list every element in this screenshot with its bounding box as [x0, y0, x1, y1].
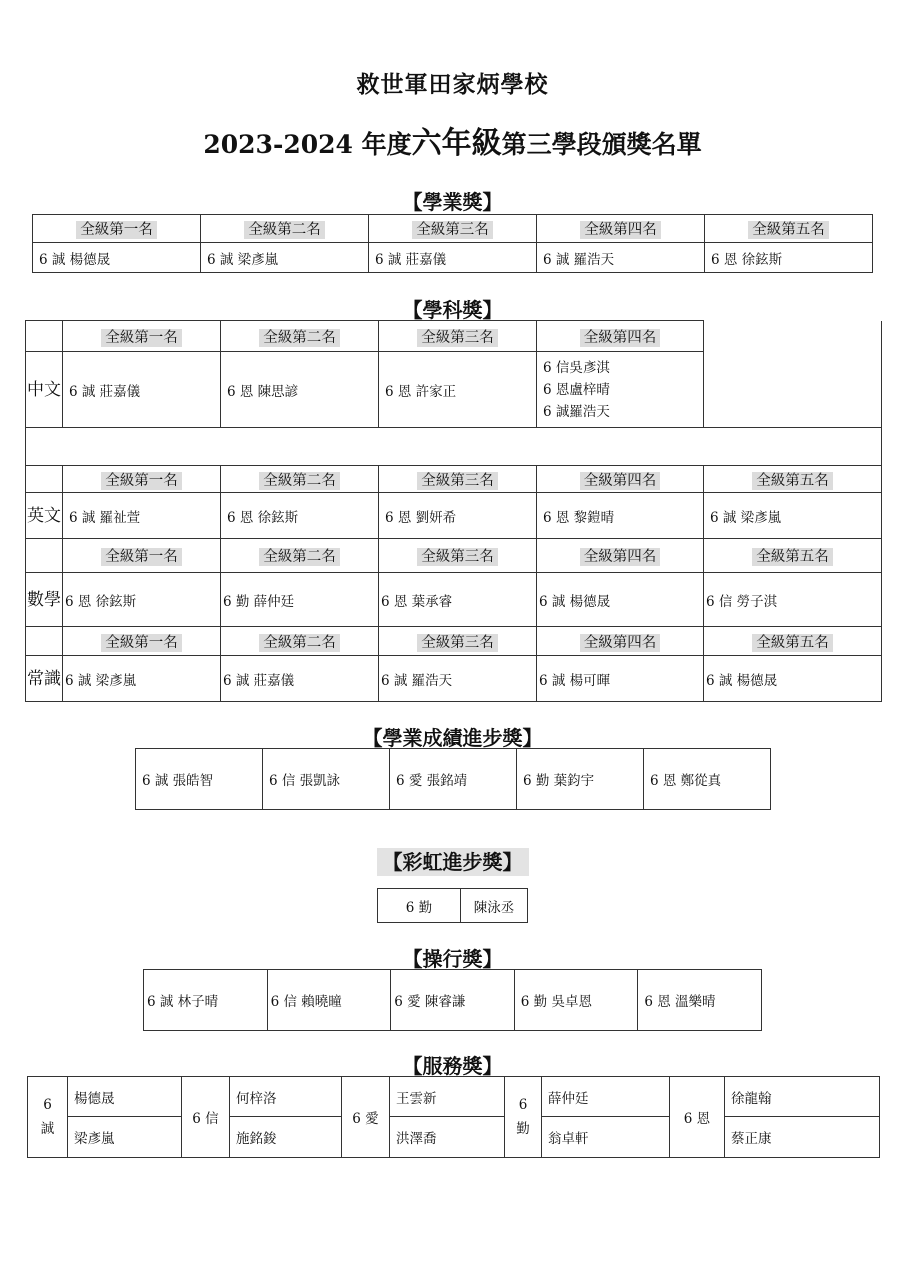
- subject-corner: [26, 539, 63, 573]
- winner-cell: 6 勤 吳卓恩: [514, 970, 638, 1031]
- header-cell: 全級第一名: [63, 627, 221, 656]
- winner-cell: 薛仲廷: [542, 1077, 670, 1117]
- winner-cell: 6 誠 楊可暉: [537, 656, 704, 702]
- winner-cell: 6 恩 劉妍希: [379, 493, 537, 539]
- header-cell: 全級第五名: [705, 215, 873, 243]
- winner-cell: 楊德晟: [68, 1077, 182, 1117]
- subject-label-chinese: 中文: [26, 352, 63, 428]
- winner-cell: 施銘鋑: [230, 1117, 342, 1158]
- winner-cell: 6 誠 楊德晟: [33, 243, 201, 273]
- empty-cell: [704, 321, 882, 352]
- document-title: [0, 118, 905, 162]
- empty-cell: [704, 352, 882, 428]
- class-cell: 6 勤: [378, 889, 461, 923]
- header-cell: 全級第五名: [704, 627, 882, 656]
- winner-cell-multi: [537, 352, 704, 428]
- progress-award-table: [135, 748, 771, 810]
- winner-cell: 6 誠 莊嘉儀: [369, 243, 537, 273]
- winner-cell: 6 誠 梁彥嵐: [704, 493, 882, 539]
- header-cell: 全級第三名: [379, 539, 537, 573]
- rainbow-award-table: [377, 888, 528, 923]
- winner-cell: 6 恩 溫樂晴: [638, 970, 762, 1031]
- winner-cell: 6 誠 梁彥嵐: [201, 243, 369, 273]
- winner-cell: 6 恩 徐鉉斯: [63, 573, 221, 627]
- header-cell: 全級第二名: [201, 215, 369, 243]
- service-award-table: [27, 1076, 880, 1158]
- class-cell: 6 愛: [342, 1077, 390, 1158]
- header-cell: 全級第一名: [63, 466, 221, 493]
- subject-corner: [26, 627, 63, 656]
- winner-cell: 6 信 張凱詠: [263, 749, 390, 810]
- subject-award-table: [25, 320, 882, 702]
- winner-cell: 6 恩 徐鉉斯: [705, 243, 873, 273]
- header-cell: 全級第二名: [221, 627, 379, 656]
- winner-cell: 6 誠 張皓智: [136, 749, 263, 810]
- winner-cell: 6 信 賴曉曈: [267, 970, 391, 1031]
- winner-cell: 6 誠 莊嘉儀: [221, 656, 379, 702]
- subject-label-english: 英文: [26, 493, 63, 539]
- winner-cell: 6 勤 薛仲廷: [221, 573, 379, 627]
- header-cell: 全級第一名: [33, 215, 201, 243]
- header-cell: 全級第二名: [221, 321, 379, 352]
- title-grade: 六年級: [411, 126, 502, 161]
- subject-label-math: 數學: [26, 573, 63, 627]
- winner-cell: 6 愛 陳睿謙: [391, 970, 515, 1031]
- winner-line: 6 恩盧梓晴: [543, 381, 610, 398]
- header-cell: 全級第三名: [379, 466, 537, 493]
- header-cell: 全級第一名: [63, 539, 221, 573]
- service-award-heading: 【服務獎】: [402, 1054, 503, 1078]
- conduct-award-table: [143, 969, 762, 1031]
- header-cell: 全級第一名: [63, 321, 221, 352]
- winner-cell: 6 誠 羅浩天: [537, 243, 705, 273]
- title-prefix: 2023-2024 年度: [203, 130, 412, 159]
- subject-corner: [26, 321, 63, 352]
- winner-cell: 6 誠 楊德晟: [537, 573, 704, 627]
- conduct-award-heading: 【操行獎】: [402, 947, 503, 971]
- header-cell: 全級第二名: [221, 539, 379, 573]
- progress-award-heading: 【學業成績進步獎】: [362, 726, 543, 750]
- winner-cell: 6 愛 張銘靖: [390, 749, 517, 810]
- header-cell: 全級第四名: [537, 466, 704, 493]
- winner-cell: 6 恩 黎鎧晴: [537, 493, 704, 539]
- school-name: 救世軍田家炳學校: [356, 71, 549, 98]
- winner-cell: 何梓洛: [230, 1077, 342, 1117]
- class-cell: 6 勤: [505, 1077, 542, 1158]
- winner-cell: 梁彥嵐: [68, 1117, 182, 1158]
- title-suffix: 第三學段頒獎名單: [501, 130, 702, 159]
- header-cell: 全級第五名: [704, 539, 882, 573]
- header-cell: 全級第三名: [379, 627, 537, 656]
- rainbow-award-heading: 【彩虹進步獎】: [0, 846, 905, 875]
- winner-cell: 6 誠 楊德晟: [704, 656, 882, 702]
- winner-cell: 王雲新: [390, 1077, 505, 1117]
- subject-corner: [26, 466, 63, 493]
- winner-cell: 6 誠 莊嘉儀: [63, 352, 221, 428]
- winner-cell: 6 誠 羅浩天: [379, 656, 537, 702]
- winner-line: 6 信吳彥淇: [543, 359, 610, 376]
- winner-cell: 6 誠 羅祉萱: [63, 493, 221, 539]
- header-cell: 全級第四名: [537, 215, 705, 243]
- class-cell: 6 誠: [28, 1077, 68, 1158]
- winner-cell: 蔡正康: [725, 1117, 880, 1158]
- spacer-row: [26, 428, 882, 466]
- winner-cell: 洪澤喬: [390, 1117, 505, 1158]
- header-cell: 全級第五名: [704, 466, 882, 493]
- academic-award-heading: 【學業獎】: [402, 190, 503, 214]
- winner-cell: 6 恩 徐鉉斯: [221, 493, 379, 539]
- subject-label-gs: 常識: [26, 656, 63, 702]
- subject-award-heading: 【學科獎】: [402, 298, 503, 322]
- winner-cell: 6 勤 葉鈞宇: [517, 749, 644, 810]
- class-cell: 6 信: [182, 1077, 230, 1158]
- winner-cell: 6 信 勞子淇: [704, 573, 882, 627]
- winner-cell: 6 誠 梁彥嵐: [63, 656, 221, 702]
- winner-cell: 6 恩 陳思諺: [221, 352, 379, 428]
- winner-line: 6 誠羅浩天: [543, 403, 610, 420]
- header-cell: 全級第三名: [369, 215, 537, 243]
- winner-cell: 6 恩 許家正: [379, 352, 537, 428]
- header-cell: 全級第四名: [537, 321, 704, 352]
- header-cell: 全級第二名: [221, 466, 379, 493]
- header-cell: 全級第三名: [379, 321, 537, 352]
- winner-cell: 6 恩 鄭從真: [644, 749, 771, 810]
- class-cell: 6 恩: [670, 1077, 725, 1158]
- header-cell: 全級第四名: [537, 539, 704, 573]
- winner-cell: 6 恩 葉承睿: [379, 573, 537, 627]
- header-cell: 全級第四名: [537, 627, 704, 656]
- winner-cell: 翁卓軒: [542, 1117, 670, 1158]
- academic-award-table: [32, 214, 873, 273]
- winner-cell: 徐龍翰: [725, 1077, 880, 1117]
- winner-cell: 6 誠 林子晴: [144, 970, 268, 1031]
- winner-cell: 陳泳丞: [461, 889, 528, 923]
